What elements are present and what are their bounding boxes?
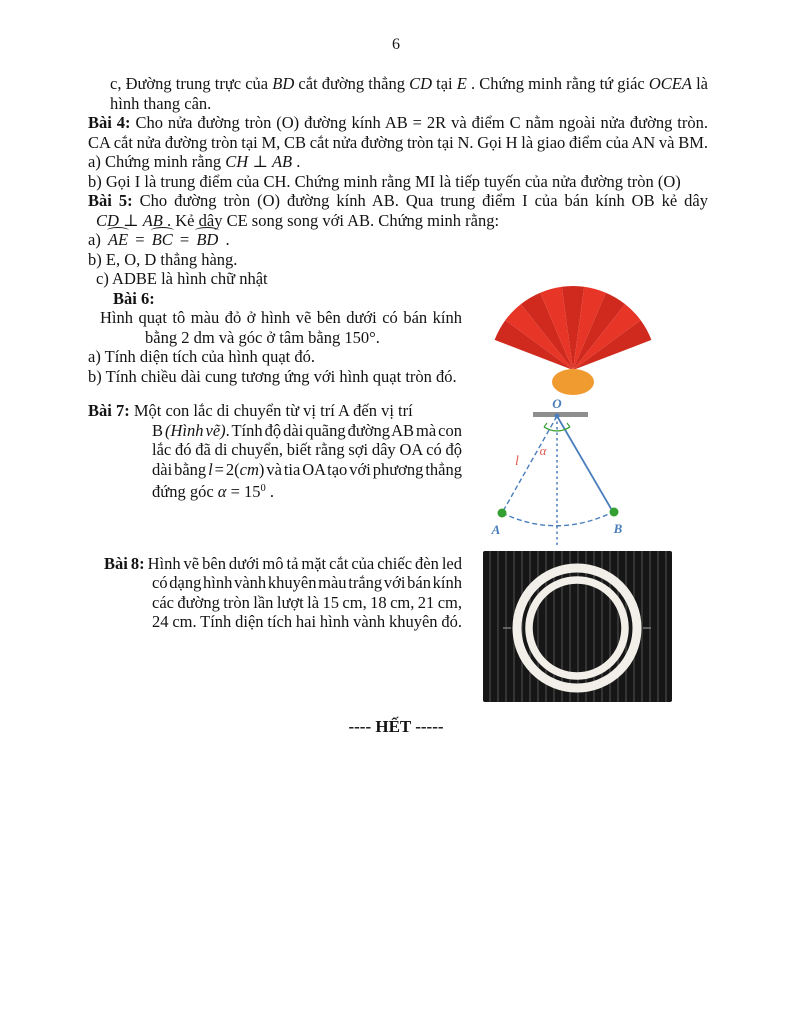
text-segment: BD <box>272 74 295 93</box>
text-line <box>88 250 708 270</box>
text-segment: OCEA <box>648 74 692 93</box>
text-line <box>88 191 708 211</box>
text-segment: CD <box>409 74 433 93</box>
text-line <box>88 133 708 153</box>
text-segment: . <box>265 482 275 501</box>
text-segment: bằng 2 dm và góc ở tâm bằng 150°. <box>145 327 380 347</box>
text-segment: có dạng hình vành khuyên màu trắng với bán kính <box>152 573 462 592</box>
text-segment: ) và tia OA tạo với phương thẳng <box>258 459 462 479</box>
text-segment: Cho đường tròn (O) đường kính AB. Qua trung điểm I của bán kính OB kẻ dây <box>132 191 708 210</box>
fan-wedges <box>495 286 652 370</box>
text-segment: AB <box>142 210 163 230</box>
text-segment: ⊥ <box>118 210 143 230</box>
text-segment: Bài 5: <box>88 191 133 210</box>
text-segment: = <box>131 230 149 249</box>
text-segment: các đường tròn lần lượt là 15 cm, 18 cm, 21 cm, <box>152 592 462 612</box>
text-segment: 24 cm. Tính diện tích hai hình vành khuyên đó. <box>152 612 462 631</box>
text-segment: dài bằng <box>152 459 209 479</box>
label-b: B <box>613 521 623 536</box>
text-segment: a) <box>88 230 105 249</box>
label-alpha: α <box>539 443 547 458</box>
text-segment: Hình vẽ bên dưới mô tả mặt cắt của chiếc đèn led <box>144 553 462 573</box>
text-segment: Bài 7: <box>88 401 130 420</box>
text-line <box>88 421 462 441</box>
text-segment: Bài 8: <box>104 553 145 573</box>
text-line <box>88 593 462 613</box>
label-length-l: l <box>515 454 519 469</box>
string-ob-line <box>557 416 613 512</box>
text-segment: CA cắt nửa đường tròn tại M, CB cắt nửa đường tròn tại N. Gọi H là giao điểm của AN và BM. <box>88 132 708 152</box>
text-segment: CH <box>225 152 249 171</box>
text-segment: α <box>217 482 227 501</box>
block-bai4 <box>88 113 708 191</box>
text-line <box>88 347 462 367</box>
text-segment: = <box>175 230 194 249</box>
text-segment: a) Chứng minh rằng <box>88 152 226 171</box>
text-segment: cắt đường thẳng <box>294 74 410 93</box>
text-segment: c) ADBE là hình chữ nhật <box>96 269 268 288</box>
block-bai5 <box>88 191 708 289</box>
fan-figure <box>488 280 658 396</box>
text-line <box>88 440 462 460</box>
text-segment: . <box>221 230 230 249</box>
end-marker: ---- HẾT ----- <box>348 717 444 736</box>
led-rings <box>483 551 672 702</box>
text-line <box>88 367 462 387</box>
text-segment: BD <box>196 230 219 249</box>
inner-ring <box>529 580 625 676</box>
text-segment: 0 <box>260 483 266 494</box>
text-segment: c, Đường trung trực của <box>110 74 273 93</box>
text-line <box>88 401 462 421</box>
led-lamp-figure <box>483 551 672 702</box>
text-segment: là <box>691 74 708 93</box>
text-line <box>88 554 462 574</box>
bob-point-b <box>610 508 619 517</box>
text-segment: đứng góc <box>152 482 218 501</box>
text-segment: Bài 6: <box>113 288 155 308</box>
text-segment: . Kẻ dây CE song song với AB. Chứng minh rằng: <box>162 210 500 230</box>
text-segment: lắc đó đã di chuyển, biết rằng sợi dây OA có độ <box>152 440 462 459</box>
text-line <box>88 113 708 133</box>
ceiling-bar <box>533 412 588 417</box>
text-segment: CD <box>96 210 119 230</box>
pivot-point-o <box>555 414 560 419</box>
string-oa-dashed-line <box>502 416 557 513</box>
text-segment: tại <box>432 74 457 93</box>
fan-illustration <box>488 280 658 396</box>
text-segment: . Tính độ dài quãng đường AB mà con <box>225 420 463 440</box>
text-segment: b) E, O, D thẳng hàng. <box>88 249 238 269</box>
text-segment: Một con lắc di chuyển từ vị trí A đến vị trí <box>129 401 413 420</box>
text-segment: AE <box>107 230 129 249</box>
fan-handle <box>552 369 594 395</box>
text-line <box>88 328 462 348</box>
text-segment: (Hình vẽ) <box>165 420 226 440</box>
text-segment: Bài 4: <box>88 113 131 132</box>
pendulum-diagram <box>482 397 678 549</box>
label-a: A <box>491 522 501 537</box>
text-segment: b) Gọi I là trung điểm của CH. Chứng minh rằng MI là tiếp tuyến của nửa đường tròn (O) <box>88 171 681 191</box>
text-line <box>88 94 708 114</box>
text-line <box>88 172 708 192</box>
text-line <box>88 612 462 632</box>
text-line <box>88 74 708 94</box>
label-o: O <box>552 397 562 411</box>
text-segment: B <box>152 420 166 440</box>
text-line <box>88 211 708 231</box>
text-line <box>88 479 462 502</box>
text-segment: = 15 <box>226 482 261 501</box>
text-segment: ⊥ <box>248 152 272 171</box>
text-segment: Hình quạt tô màu đỏ ở hình vẽ bên dưới có bán kính <box>100 308 462 327</box>
text-segment: AB <box>271 152 293 171</box>
pendulum-figure <box>482 397 678 549</box>
text-segment: l <box>208 459 213 479</box>
block-intro <box>88 74 708 113</box>
text-segment: . <box>292 152 301 171</box>
text-segment: cm <box>239 459 259 479</box>
text-line <box>88 230 708 250</box>
text-segment: hình thang cân. <box>110 93 212 113</box>
text-segment: a) Tính diện tích của hình quạt đó. <box>88 347 315 366</box>
text-segment: E <box>456 74 467 93</box>
page-number: 6 <box>392 36 400 53</box>
text-line <box>88 573 462 593</box>
swing-arc-dashed <box>502 512 613 526</box>
text-segment: = 2( <box>212 459 240 479</box>
text-segment: . Chứng minh rằng tứ giác <box>466 74 649 93</box>
outer-ring <box>517 568 637 688</box>
bob-point-a <box>498 509 507 518</box>
text-line <box>88 308 462 328</box>
text-line <box>88 460 462 480</box>
text-segment: Cho nửa đường tròn (O) đường kính AB = 2R và điểm C nằm ngoài nửa đường tròn. <box>130 113 708 132</box>
text-segment: b) Tính chiều dài cung tương ứng với hình quạt tròn đó. <box>88 366 457 386</box>
text-segment: BC <box>151 230 173 249</box>
text-line <box>88 152 708 172</box>
